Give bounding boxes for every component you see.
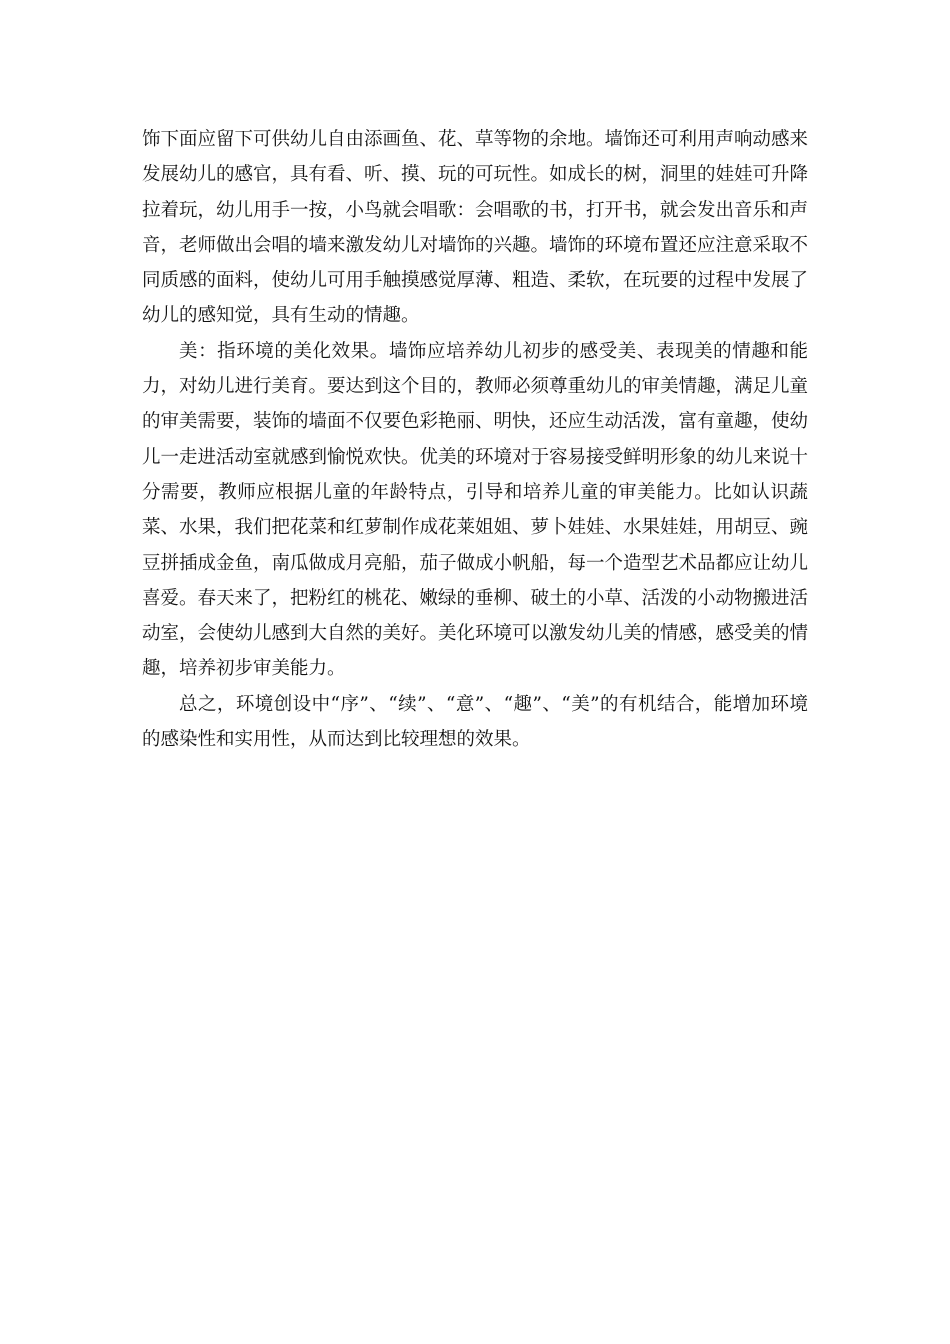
paragraph-continuation: 饰下面应留下可供幼儿自由添画鱼、花、草等物的余地。墙饰还可利用声响动感来发展幼儿的感官，具有看、听、摸、玩的可玩性。如成长的树，洞里的娃娃可升降拉着玩，幼儿用手一按，小鸟就会唱歌：会唱歌的书，打开书，就会发出音乐和声音，老师做出会唱的墙来激发幼儿对墙饰的兴趣。墙饰的环境布置还应注意采取不同质感的面料，使幼儿可用手触摸感觉厚薄、粗造、柔软，在玩要的过程中发展了幼儿的感知觉，具有生动的情趣。 (142, 129, 809, 327)
document-body (142, 122, 808, 757)
paragraph-conclusion: 总之，环境创设中“序”、“续”、“意”、“趣”、“美”的有机结合，能增加环境的感染性和实用性，从而达到比较理想的效果。 (142, 693, 808, 751)
paragraph-beauty: 美：指环境的美化效果。墙饰应培养幼儿初步的感受美、表现美的情趣和能力，对幼儿进行美育。要达到这个目的，教师必须尊重幼儿的审美情趣，满足儿童的审美需要，装饰的墙面不仅要色彩艳丽、明快，还应生动活泼，富有童趣，使幼儿一走进活动室就感到愉悦欢快。优美的环境对于容易接受鲜明形象的幼儿来说十分需要，教师应根据儿童的年龄特点，引导和培养儿童的审美能力。比如认识蔬菜、水果，我们把花菜和红萝制作成花莱姐姐、萝卜娃娃、水果娃娃，用胡豆、豌豆拼插成金鱼，南瓜做成月亮船，茄子做成小帆船，每一个造型艺术品都应让幼儿喜爱。春天来了，把粉红的桃花、嫩绿的垂柳、破土的小草、活泼的小动物搬进活动室，会使幼儿感到大自然的美好。美化环境可以激发幼儿美的情感，感受美的情趣，培养初步审美能力。 (142, 340, 809, 680)
